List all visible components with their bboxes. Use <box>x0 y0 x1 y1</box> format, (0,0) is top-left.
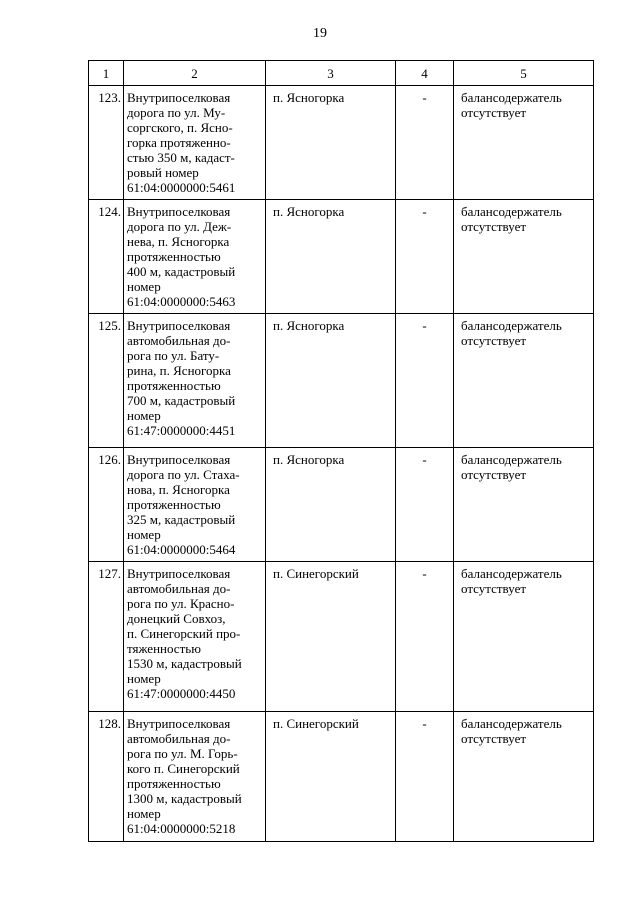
column-header-4: 4 <box>396 61 454 86</box>
balance-holder: балансодержатель отсутствует <box>454 200 594 314</box>
road-description: Внутрипоселковая дорога по ул. Стаха- нова, п. Ясногорка протяженностью 325 м, кадастровый номер 61:04:0000000:5464 <box>124 448 266 562</box>
column-header-5: 5 <box>454 61 594 86</box>
balance-holder: балансодержатель отсутствует <box>454 562 594 712</box>
row-number: 128. <box>89 712 124 842</box>
table-row <box>89 200 594 314</box>
settlement: п. Синегорский <box>266 712 396 842</box>
road-description: Внутрипоселковая автомобильная до- рога по ул. Бату- рина, п. Ясногорка протяженностью 700 м, кадастровый номер 61:47:0000000:4451 <box>124 314 266 448</box>
settlement: п. Синегорский <box>266 562 396 712</box>
column-4-value: - <box>396 448 454 562</box>
column-header-3: 3 <box>266 61 396 86</box>
table-row <box>89 86 594 200</box>
table-row <box>89 448 594 562</box>
road-description: Внутрипоселковая дорога по ул. Деж- нева, п. Ясногорка протяженностью 400 м, кадастровый номер 61:04:0000000:5463 <box>124 200 266 314</box>
road-description: Внутрипоселковая автомобильная до- рога по ул. М. Горь- кого п. Синегорский протяженностью 1300 м, кадастровый номер 61:04:0000000:5218 <box>124 712 266 842</box>
balance-holder: балансодержатель отсутствует <box>454 448 594 562</box>
settlement: п. Ясногорка <box>266 200 396 314</box>
column-4-value: - <box>396 562 454 712</box>
row-number: 124. <box>89 200 124 314</box>
settlement: п. Ясногорка <box>266 86 396 200</box>
table-row <box>89 712 594 842</box>
column-4-value: - <box>396 200 454 314</box>
road-description: Внутрипоселковая автомобильная до- рога по ул. Красно- донецкий Совхоз, п. Синегорский про- тяженностью 1530 м, кадастровый номер 61:47:0000000:4450 <box>124 562 266 712</box>
column-4-value: - <box>396 712 454 842</box>
column-header-2: 2 <box>124 61 266 86</box>
balance-holder: балансодержатель отсутствует <box>454 314 594 448</box>
balance-holder: балансодержатель отсутствует <box>454 712 594 842</box>
table-header-row <box>89 61 594 86</box>
settlement: п. Ясногорка <box>266 314 396 448</box>
road-description: Внутрипоселковая дорога по ул. Му- соргского, п. Ясно- горка протяженно- стью 350 м, кадаст- ровый номер 61:04:0000000:5461 <box>124 86 266 200</box>
row-number: 126. <box>89 448 124 562</box>
table-row <box>89 562 594 712</box>
row-number: 123. <box>89 86 124 200</box>
balance-holder: балансодержатель отсутствует <box>454 86 594 200</box>
column-4-value: - <box>396 314 454 448</box>
row-number: 127. <box>89 562 124 712</box>
property-registry-table <box>88 60 594 842</box>
page-number: 19 <box>313 26 327 41</box>
table-row <box>89 314 594 448</box>
column-4-value: - <box>396 86 454 200</box>
settlement: п. Ясногорка <box>266 448 396 562</box>
column-header-1: 1 <box>89 61 124 86</box>
row-number: 125. <box>89 314 124 448</box>
